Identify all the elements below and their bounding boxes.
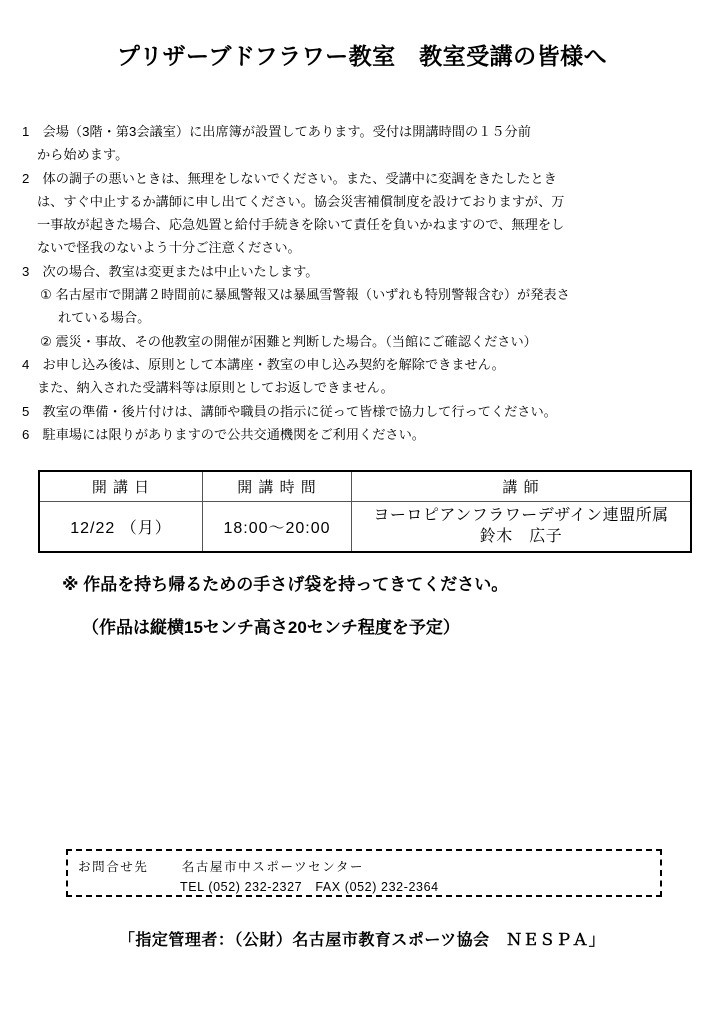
- instructor-affiliation: ヨーロピアンフラワーデザイン連盟所属: [373, 507, 669, 524]
- cell-instructor: [352, 502, 692, 553]
- notice-subitem-line: ② 震災・事故、その他教室の開催が困難と判断した場合。（当館にご確認ください）: [40, 333, 537, 349]
- page-title: プリザーブドフラワー教室 教室受講の皆様へ: [116, 43, 608, 69]
- notice-line: 一事故が起きた場合、応急処置と給付手続きを除いて責任を負いかねますので、無理をし: [37, 217, 565, 233]
- contact-box: [66, 849, 662, 897]
- notice-item-3: [22, 260, 706, 353]
- cell-date: 12/22 （月）: [39, 502, 203, 553]
- note-bring-bag: ※ 作品を持ち帰るための手さげ袋を持ってきてください。: [62, 575, 509, 594]
- column-header-instructor: 講 師: [352, 471, 692, 502]
- cell-time: 18:00～20:00: [203, 502, 352, 553]
- notice-item-6: [22, 423, 706, 446]
- notice-line: 2 体の調子の悪いときは、無理をしないでください。また、受講中に変調をきたしたとき: [22, 170, 557, 186]
- footer-administrator: 「指定管理者：（公財）名古屋市教育スポーツ協会 ＮＥＳＰＡ」: [118, 932, 606, 949]
- notice-line: 4 お申し込み後は、原則として本講座・教室の申し込み契約を解除できません。: [22, 356, 505, 372]
- notice-line: は、すぐ中止するか講師に申し出てください。協会災害補償制度を設けておりますが、万: [37, 193, 565, 209]
- notice-item-1: [22, 120, 706, 167]
- notice-line: から始めます。: [37, 147, 129, 163]
- notice-list: [22, 120, 706, 446]
- notice-line: 5 教室の準備・後片付けは、講師や職員の指示に従って皆様で協力して行ってください。: [22, 403, 557, 419]
- instructor-name: 鈴木 広子: [479, 528, 563, 545]
- contact-location: お問合せ先 名古屋市中スポーツセンター: [78, 860, 365, 874]
- notice-line: また、納入された受講料等は原則としてお返しできません。: [37, 380, 394, 396]
- notice-item-2: [22, 167, 706, 260]
- notice-subitem-line: れている場合。: [58, 310, 151, 326]
- table-row: [39, 502, 691, 553]
- contact-phone-fax: TEL (052) 232-2327 FAX (052) 232-2364: [180, 880, 439, 894]
- notice-line: 1 会場（3階・第3会議室）に出席簿が設置してあります。受付は開講時間の１５分前: [22, 124, 531, 139]
- notice-line: 3 次の場合、教室は変更または中止いたします。: [22, 263, 319, 279]
- note-size-estimate: （作品は縦横15センチ高さ20センチ程度を予定）: [82, 618, 460, 637]
- schedule-table: [38, 470, 692, 553]
- notice-subitem-line: ① 名古屋市で開講２時間前に暴風警報又は暴風雪警報（いずれも特別警報含む）が発表さ: [40, 287, 570, 303]
- notice-line: ないで怪我のないよう十分ご注意ください。: [37, 240, 301, 256]
- table-header-row: [39, 471, 691, 502]
- notice-item-5: [22, 400, 706, 423]
- column-header-time: 開 講 時 間: [203, 471, 352, 502]
- notice-item-4: [22, 353, 706, 400]
- column-header-date: 開 講 日: [39, 471, 203, 502]
- notice-line: 6 駐車場には限りがありますので公共交通機関をご利用ください。: [22, 426, 425, 442]
